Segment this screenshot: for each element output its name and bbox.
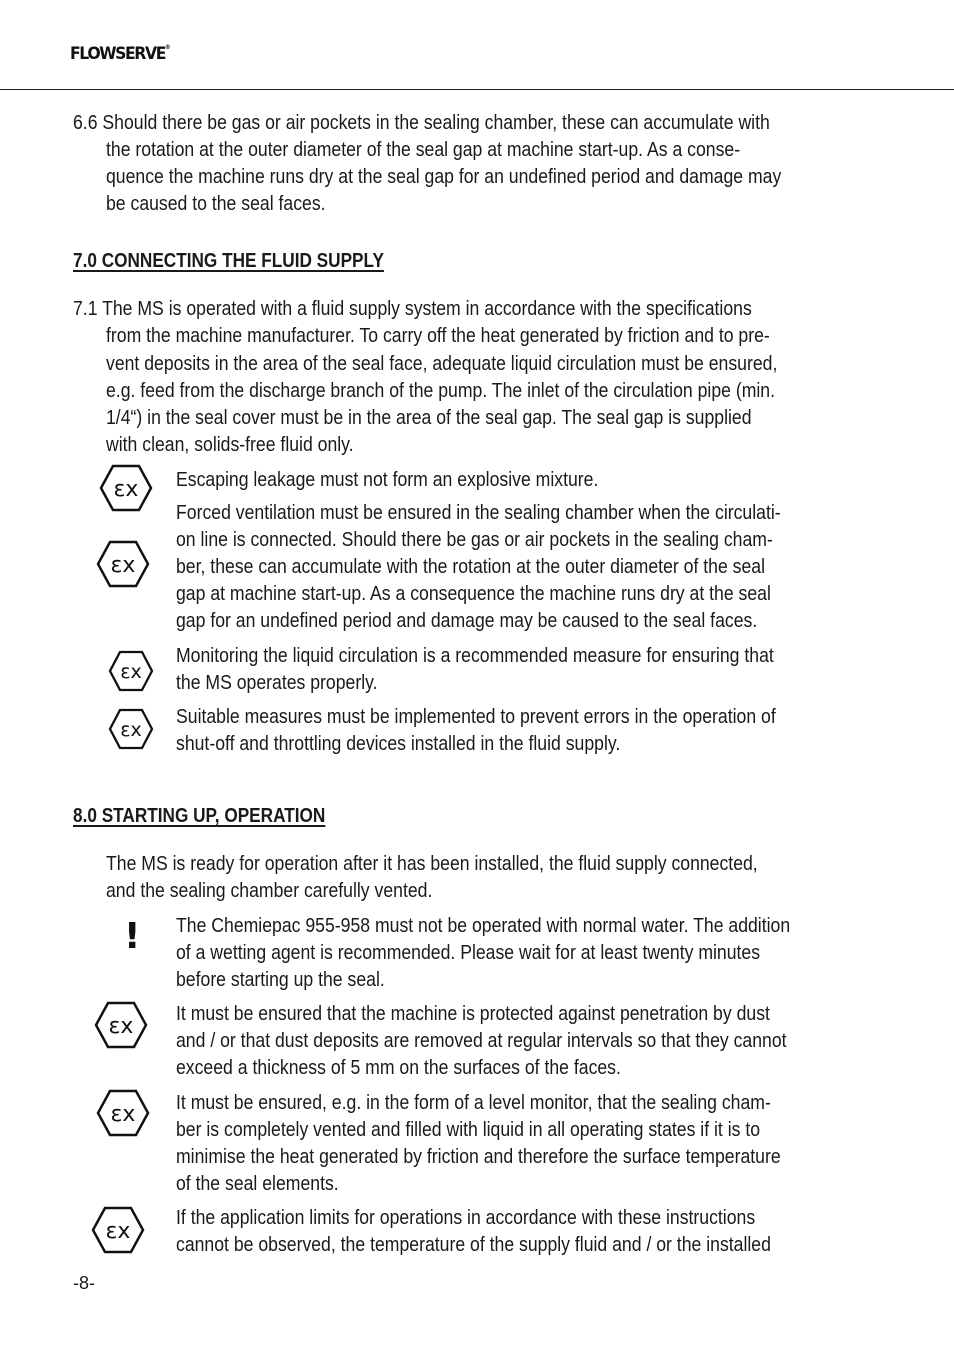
sec80-line-1: The MS is ready for operation after it has been installed, the fluid supply connected, <box>106 852 758 875</box>
note2-line-5: gap for an undefined period and damage may be caused to the seal faces. <box>176 609 758 632</box>
svg-text:εx: εx <box>120 719 142 741</box>
note6-line-4: of the seal elements. <box>176 1172 339 1195</box>
note5-line-3: exceed a thickness of 5 mm on the surfaces of the faces. <box>176 1056 621 1079</box>
sec71-line-1: 7.1 The MS is operated with a fluid supply system in accordance with the specifications <box>73 297 752 320</box>
sec71-line-6: with clean, solids-free fluid only. <box>106 433 354 456</box>
note6-line-2: ber is completely vented and filled with liquid in all operating states if it is to <box>176 1118 761 1141</box>
note2-line-4: gap at machine start-up. As a consequence the machine runs dry at the seal <box>176 582 771 605</box>
sec66-line-4: be caused to the seal faces. <box>106 192 326 215</box>
heading-8-0: 8.0 STARTING UP, OPERATION <box>73 805 326 827</box>
svg-text:εx: εx <box>120 661 142 683</box>
ex-explosion-protection-icon <box>96 540 150 588</box>
note6-line-1: It must be ensured, e.g. in the form of a level monitor, that the sealing cham- <box>176 1091 771 1114</box>
ex-explosion-protection-icon <box>96 1089 150 1137</box>
exclamation-warning-icon: ! <box>124 916 141 957</box>
sec66-line-3: quence the machine runs dry at the seal gap for an undefined period and damage may <box>106 165 782 188</box>
header-divider <box>0 89 954 90</box>
sec80-line-2: and the sealing chamber carefully vented. <box>106 879 433 902</box>
note3-line-2: the MS operates properly. <box>176 671 378 694</box>
svg-text:εx: εx <box>110 553 136 578</box>
note4-line-1: Suitable measures must be implemented to prevent errors in the operation of <box>176 705 776 728</box>
note7-line-2: cannot be observed, the temperature of the supply fluid and / or the installed <box>176 1233 771 1256</box>
warn1-line-1: The Chemiepac 955-958 must not be operated with normal water. The addition <box>176 914 791 937</box>
svg-text:εx: εx <box>110 1102 136 1127</box>
note2-line-3: ber, these can accumulate with the rotation at the outer diameter of the seal <box>176 555 766 578</box>
sec71-line-5: 1/4“) in the seal cover must be in the area of the seal gap. The seal gap is supplied <box>106 406 752 429</box>
flowserve-logo: FLOWSERVE® <box>70 44 171 64</box>
svg-text:εx: εx <box>105 1219 131 1244</box>
ex-explosion-protection-icon <box>108 650 154 692</box>
sec71-line-2: from the machine manufacturer. To carry off the heat generated by friction and to pre- <box>106 324 770 347</box>
note3-line-1: Monitoring the liquid circulation is a recommended measure for ensuring that <box>176 644 774 667</box>
svg-text:εx: εx <box>108 1014 134 1039</box>
note5-line-2: and / or that dust deposits are removed at regular intervals so that they cannot <box>176 1029 787 1052</box>
warn1-line-2: of a wetting agent is recommended. Please wait for at least twenty minutes <box>176 941 761 964</box>
ex-explosion-protection-icon <box>94 1001 148 1049</box>
ex-explosion-protection-icon <box>108 708 154 750</box>
sec71-line-4: e.g. feed from the discharge branch of the pump. The inlet of the circulation pipe (min. <box>106 379 776 402</box>
warn1-line-3: before starting up the seal. <box>176 968 385 991</box>
note4-line-2: shut-off and throttling devices installed in the fluid supply. <box>176 732 621 755</box>
ex-explosion-protection-icon <box>91 1206 145 1254</box>
sec66-line-2: the rotation at the outer diameter of the seal gap at machine start-up. As a conse- <box>106 138 741 161</box>
svg-text:εx: εx <box>113 477 139 502</box>
note7-line-1: If the application limits for operations in accordance with these instructions <box>176 1206 756 1229</box>
ex-explosion-protection-icon <box>99 464 153 512</box>
note1-line-1: Escaping leakage must not form an explosive mixture. <box>176 468 599 491</box>
note5-line-1: It must be ensured that the machine is protected against penetration by dust <box>176 1002 770 1025</box>
page-number: -8- <box>73 1273 95 1293</box>
note2-line-2: on line is connected. Should there be gas or air pockets in the sealing cham- <box>176 528 773 551</box>
sec66-line-1: 6.6 Should there be gas or air pockets in the sealing chamber, these can accumulate with <box>73 111 770 134</box>
note6-line-3: minimise the heat generated by friction and therefore the surface temperature <box>176 1145 781 1168</box>
sec71-line-3: vent deposits in the area of the seal face, adequate liquid circulation must be ensured, <box>106 352 778 375</box>
heading-7-0: 7.0 CONNECTING THE FLUID SUPPLY <box>73 250 384 272</box>
note2-line-1: Forced ventilation must be ensured in the sealing chamber when the circulati- <box>176 501 781 524</box>
